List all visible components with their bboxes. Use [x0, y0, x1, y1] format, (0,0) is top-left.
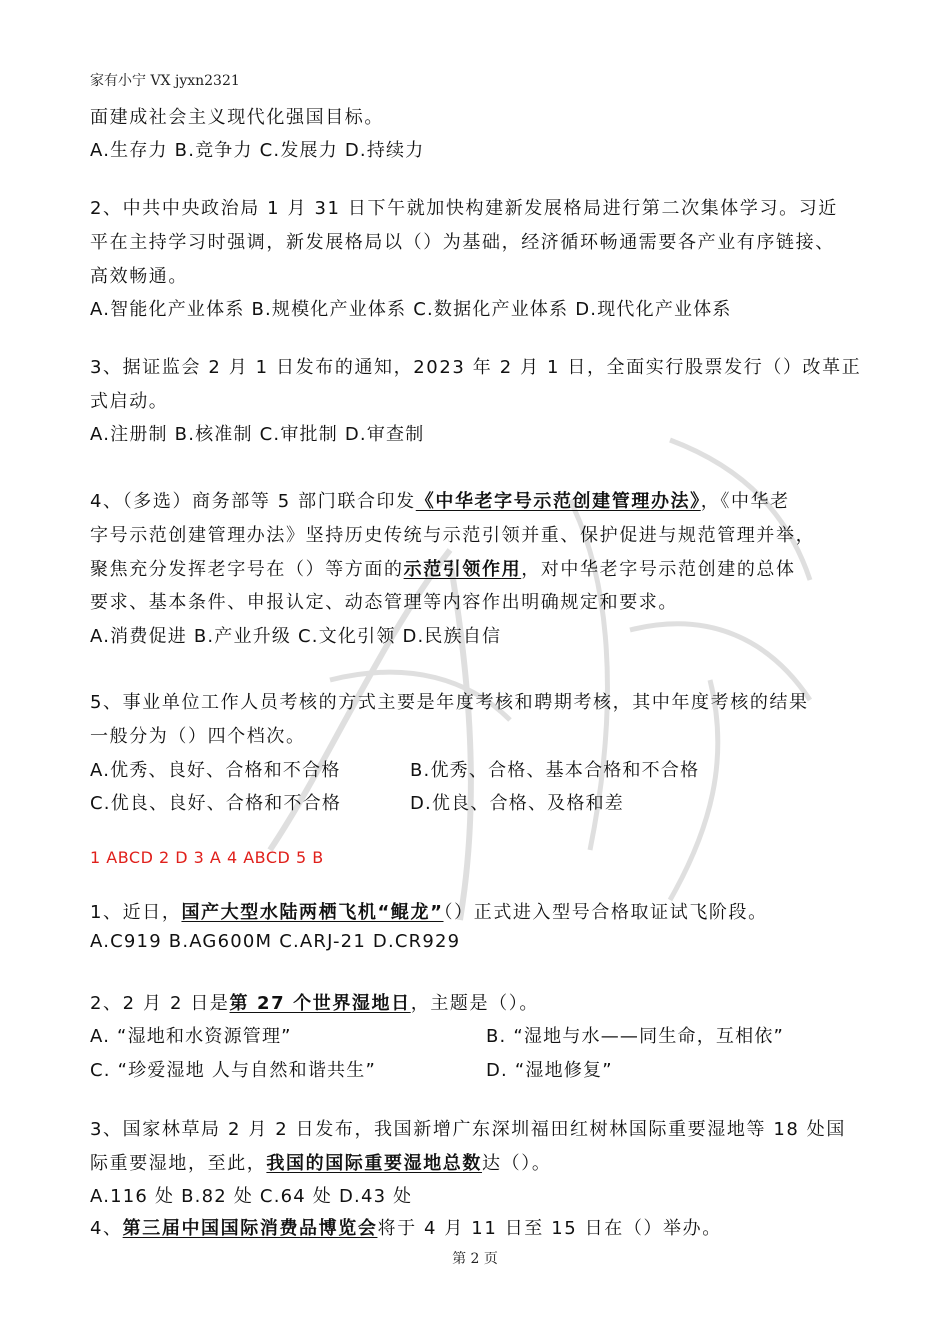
q2-line1: 2、中共中央政治局 1 月 31 日下午就加快构建新发展格局进行第二次集体学习。习近: [90, 198, 838, 219]
p3-line2-suffix: 达（）。: [482, 1153, 552, 1174]
p2-option-a: A. “湿地和水资源管理”: [90, 1026, 292, 1047]
q2-options: A.智能化产业体系 B.规模化产业体系 C.数据化产业体系 D.现代化产业体系: [90, 299, 732, 320]
q5-option-c: C.优良、良好、合格和不合格: [90, 793, 342, 814]
q5-option-b: B.优秀、合格、基本合格和不合格: [410, 760, 700, 781]
p2-option-b: B. “湿地与水——同生命，互相依”: [486, 1026, 785, 1047]
q3-options: A.注册制 B.核准制 C.审批制 D.审查制: [90, 424, 425, 445]
q5-option-a: A.优秀、良好、合格和不合格: [90, 760, 341, 781]
q5-line1: 5、事业单位工作人员考核的方式主要是年度考核和聘期考核，其中年度考核的结果: [90, 692, 809, 713]
q1-text: 面建成社会主义现代化强国目标。: [90, 107, 384, 128]
p2-suffix: ，主题是（）。: [410, 993, 539, 1014]
p3-options: A.116 处 B.82 处 C.64 处 D.43 处: [90, 1186, 413, 1207]
q3-line1: 3、据证监会 2 月 1 日发布的通知，2023 年 2 月 1 日，全面实行股票发行（）改革正: [90, 357, 862, 378]
p2-prefix: 2、2 月 2 日是: [90, 993, 230, 1014]
q4-doc-title: 《中华老字号示范创建管理办法》: [415, 491, 701, 512]
q4-options: A.消费促进 B.产业升级 C.文化引领 D.民族自信: [90, 626, 502, 647]
p4-suffix: 将于 4 月 11 日至 15 日在（）举办。: [377, 1218, 722, 1239]
p3-line2: [90, 1149, 551, 1175]
p1-line1: [90, 898, 768, 924]
p4-line1: [90, 1214, 722, 1240]
q4-line3-prefix: 聚焦充分发挥老字号在（）等方面的: [90, 559, 404, 580]
q3-line2: 式启动。: [90, 391, 169, 412]
q4-line4: 要求、基本条件、申报认定、动态管理等内容作出明确规定和要求。: [90, 592, 678, 613]
p3-highlight: 我国的国际重要湿地总数: [266, 1153, 483, 1174]
p2-option-c: C. “珍爱湿地 人与自然和谐共生”: [90, 1060, 376, 1081]
p2-option-d: D. “湿地修复”: [486, 1060, 613, 1081]
p1-options: A.C919 B.AG600M C.ARJ-21 D.CR929: [90, 931, 461, 952]
p4-prefix: 4、: [90, 1218, 123, 1239]
p2-line1: [90, 989, 539, 1015]
q4-line2: 字号示范创建管理办法》坚持历史传统与示范引领并重、保护促进与规范管理并举，: [90, 525, 816, 546]
p1-prefix: 1、近日，: [90, 902, 182, 923]
p2-highlight: 第 27 个世界湿地日: [229, 993, 411, 1014]
q1-options: A.生存力 B.竞争力 C.发展力 D.持续力: [90, 140, 425, 161]
p1-suffix: （）正式进入型号合格取证试飞阶段。: [443, 902, 768, 923]
q4-line1: [90, 487, 790, 513]
q4-highlight: 示范引领作用: [403, 559, 522, 580]
q4-line3-suffix: ，对中华老字号示范创建的总体: [521, 559, 796, 580]
page-footer: 第 2 页: [452, 1251, 498, 1267]
q4-line1-suffix: ，《中华老: [700, 491, 790, 512]
page-header: 家有小宁 VX jyxn2321: [90, 73, 240, 89]
q2-line2: 平在主持学习时强调，新发展格局以（）为基础，经济循环畅通需要各产业有序链接、: [90, 232, 835, 253]
q2-line3: 高效畅通。: [90, 266, 188, 287]
q4-line3: [90, 555, 796, 581]
p1-highlight: 国产大型水陆两栖飞机“鲲龙”: [181, 902, 444, 923]
q4-line1-prefix: 4、（多选）商务部等 5 部门联合印发: [90, 491, 416, 512]
q5-line2: 一般分为（）四个档次。: [90, 726, 306, 747]
p3-line2-prefix: 际重要湿地，至此，: [90, 1153, 267, 1174]
p4-highlight: 第三届中国国际消费品博览会: [122, 1218, 378, 1239]
answer-key: 1 ABCD 2 D 3 A 4 ABCD 5 B: [90, 848, 324, 867]
q5-option-d: D.优良、合格、及格和差: [410, 793, 624, 814]
p3-line1: 3、国家林草局 2 月 2 日发布，我国新增广东深圳福田红树林国际重要湿地等 18 处国: [90, 1119, 846, 1140]
